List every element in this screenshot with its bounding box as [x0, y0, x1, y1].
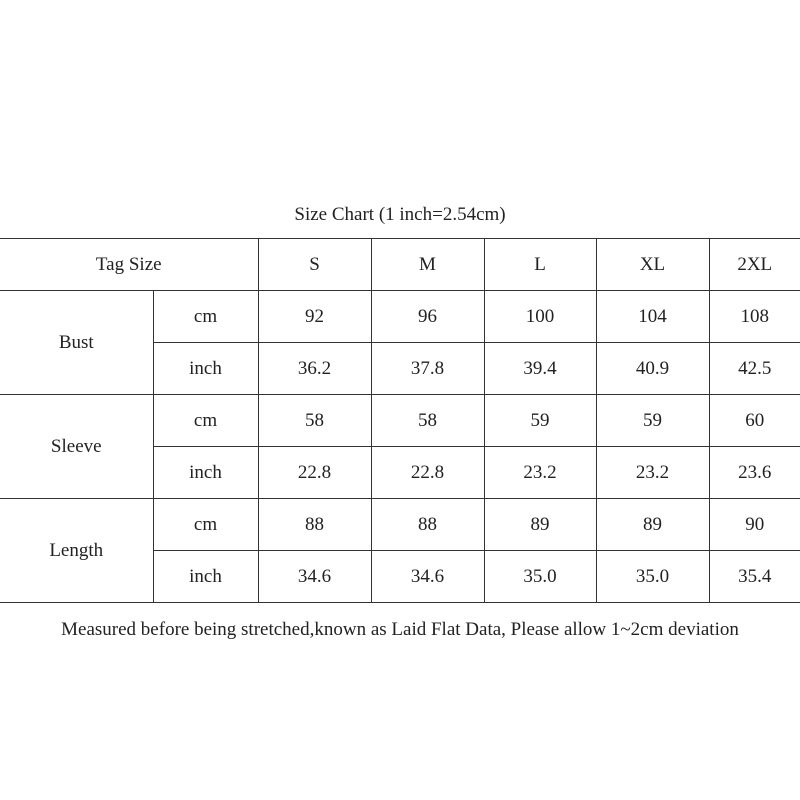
- size-header-m: M: [371, 239, 484, 291]
- table-cell: 59: [596, 395, 709, 447]
- unit-label-cm: cm: [153, 395, 258, 447]
- table-cell: 23.2: [484, 447, 596, 499]
- table-cell: 34.6: [258, 551, 371, 603]
- table-cell: 90: [709, 499, 800, 551]
- table-cell: 35.4: [709, 551, 800, 603]
- measurement-note: Measured before being stretched,known as Laid Flat Data, Please allow 1~2cm deviation: [61, 619, 739, 640]
- table-cell: 59: [484, 395, 596, 447]
- table-cell: 89: [484, 499, 596, 551]
- table-cell: 60: [709, 395, 800, 447]
- tag-size-header: Tag Size: [0, 239, 258, 291]
- table-cell: 37.8: [371, 343, 484, 395]
- row-label-bust: Bust: [0, 291, 153, 395]
- table-cell: 36.2: [258, 343, 371, 395]
- table-cell: 35.0: [596, 551, 709, 603]
- row-label-length: Length: [0, 499, 153, 603]
- size-table: [0, 238, 800, 603]
- table-row: [0, 395, 800, 447]
- table-cell: 22.8: [371, 447, 484, 499]
- table-cell: 89: [596, 499, 709, 551]
- row-label-sleeve: Sleeve: [0, 395, 153, 499]
- unit-label-cm: cm: [153, 291, 258, 343]
- table-cell: 23.6: [709, 447, 800, 499]
- table-row: [0, 499, 800, 551]
- table-cell: 35.0: [484, 551, 596, 603]
- table-cell: 88: [258, 499, 371, 551]
- table-cell: 40.9: [596, 343, 709, 395]
- chart-title: Size Chart (1 inch=2.54cm): [294, 204, 506, 225]
- table-row: [0, 291, 800, 343]
- unit-label-inch: inch: [153, 447, 258, 499]
- table-cell: 108: [709, 291, 800, 343]
- table-cell: 88: [371, 499, 484, 551]
- unit-label-inch: inch: [153, 551, 258, 603]
- table-cell: 100: [484, 291, 596, 343]
- table-cell: 42.5: [709, 343, 800, 395]
- size-header-s: S: [258, 239, 371, 291]
- size-header-2xl: 2XL: [709, 239, 800, 291]
- table-cell: 58: [371, 395, 484, 447]
- table-cell: 39.4: [484, 343, 596, 395]
- table-cell: 23.2: [596, 447, 709, 499]
- table-cell: 96: [371, 291, 484, 343]
- size-header-xl: XL: [596, 239, 709, 291]
- table-cell: 58: [258, 395, 371, 447]
- size-header-l: L: [484, 239, 596, 291]
- table-cell: 22.8: [258, 447, 371, 499]
- header-row: [0, 239, 800, 291]
- table-cell: 92: [258, 291, 371, 343]
- unit-label-cm: cm: [153, 499, 258, 551]
- table-cell: 104: [596, 291, 709, 343]
- unit-label-inch: inch: [153, 343, 258, 395]
- table-cell: 34.6: [371, 551, 484, 603]
